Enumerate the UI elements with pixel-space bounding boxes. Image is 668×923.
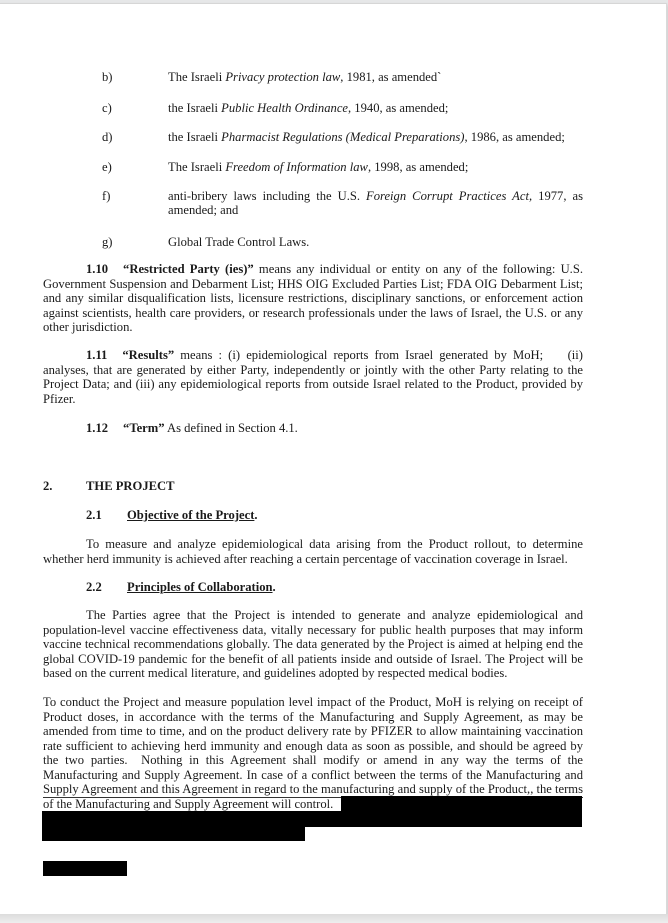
definition-line: Project Data; and (iii) any epidemiological reports from outside Israel related to the Product, provided by [43, 377, 583, 391]
subsection-number: 2.1 [86, 508, 102, 522]
definition-1-10 [0, 262, 660, 342]
paragraph-line: Supply Agreement and this Agreement in regard to the manufacturing and supply of the Product,, the terms [43, 782, 584, 796]
paragraph-line: population-level vaccine effectiveness data, vitally necessary for public health purposes that may inform [43, 622, 583, 637]
list-text: anti-bribery laws including the U.S. Foreign Corrupt Practices Act, 1977, as [168, 189, 584, 203]
list-item-d [0, 130, 660, 146]
subsection-number: 2.2 [86, 580, 102, 594]
definition-first-line: 1.11 “Results” means : (i) epidemiological reports from Israel generated by MoH; (ii) [86, 348, 583, 362]
defined-term: “Results” [122, 348, 175, 362]
list-marker: e) [102, 160, 112, 174]
paragraph-line: based on the current medical literature, and guidelines adopted by respected medical bodies. [43, 666, 508, 680]
list-text: Global Trade Control Laws. [168, 235, 310, 249]
definition-first-line: 1.12 “Term” As defined in Section 4.1. [86, 421, 298, 435]
list-marker: d) [102, 130, 113, 144]
definition-1-12 [0, 421, 660, 437]
redaction-block-3 [42, 826, 305, 841]
paragraph-line: Product doses, in accordance with the terms of the Manufacturing and Supply Agreement, as may be [43, 709, 583, 724]
definition-line: Pfizer. [43, 391, 76, 406]
list-text: the Israeli Public Health Ordinance, 1940, as amended; [168, 101, 449, 115]
list-text: The Israeli Freedom of Information law, 1998, as amended; [168, 160, 469, 174]
list-item-g [0, 235, 660, 251]
paragraph-line: global COVID-19 pandemic for the benefit of all patients inside and outside of Israel. The Project will be [43, 651, 583, 666]
paragraph-line: To conduct the Project and measure population level impact of the Product, MoH is relying on receipt of [43, 695, 583, 709]
paragraph-line: of the Manufacturing and Supply Agreement will control. [43, 796, 334, 811]
definition-line: Government Suspension and Debarment List; HHS OIG Excluded Parties List; FDA OIG Debarment List; [43, 276, 583, 291]
redaction-block-4 [43, 861, 127, 876]
list-marker: c) [102, 101, 112, 115]
paragraph-line: The Parties agree that the Project is intended to generate and analyze epidemiological and [86, 608, 583, 622]
defined-term: “Restricted Party (ies)” [123, 262, 254, 276]
section-number: 1.12 [86, 421, 109, 435]
section-number: 1.10 [86, 262, 109, 276]
definition-1-11 [0, 348, 660, 412]
paragraph-2-2-a [0, 608, 660, 688]
list-item-f [0, 189, 660, 221]
list-item-e [0, 160, 660, 176]
definition-line: analyses, that are generated by either Party, independently or jointly with the other Party relating to the [43, 362, 583, 377]
redaction-block-2 [42, 811, 582, 827]
paragraph-2-1 [0, 537, 660, 569]
definition-line: against scientists, health care providers, or research professionals under the laws of Israel, the U.S. or any [43, 305, 583, 320]
subsection-heading-2-2 [0, 580, 660, 596]
list-item-c [0, 101, 660, 117]
section-number: 2. [43, 479, 53, 493]
list-text: the Israeli Pharmacist Regulations (Medical Preparations), 1986, as amended; [168, 130, 565, 144]
paragraph-line: To measure and analyze epidemiological data arising from the Product rollout, to determine [86, 537, 583, 551]
defined-term: “Term” [123, 421, 165, 435]
list-text: The Israeli Privacy protection law, 1981, as amended` [168, 70, 442, 84]
document-page [0, 3, 667, 915]
paragraph-line: whether herd immunity is achieved after reaching a certain percentage of vaccination coverage in Israel. [43, 551, 568, 566]
definition-line: and any similar disqualification lists, licensure restrictions, disciplinary sanctions, or enforcement action [43, 291, 583, 305]
subsection-heading-2-1 [0, 508, 660, 524]
list-marker: g) [102, 235, 113, 249]
list-text-continued: amended; and [168, 203, 239, 217]
definition-line: other jurisdiction. [43, 320, 133, 334]
viewer-background [0, 914, 668, 923]
section-title: THE PROJECT [86, 479, 175, 493]
subsection-title: Principles of Collaboration. [127, 580, 276, 594]
list-marker: b) [102, 70, 113, 84]
paragraph-line: rate sufficient to achieving herd immunity and enough data as soon as possible, and should be agreed by [43, 738, 583, 753]
subsection-title: Objective of the Project. [127, 508, 258, 522]
definition-first-line: 1.10 “Restricted Party (ies)” means any individual or entity on any of the following: U.S. [86, 262, 583, 276]
section-number: 1.11 [86, 348, 108, 362]
list-marker: f) [102, 189, 111, 203]
paragraph-line: vaccine technical recommendations globally. The data generated by the Project is aimed at helping end the [43, 637, 583, 651]
section-heading-2 [0, 479, 660, 495]
redaction-block-1 [341, 796, 582, 812]
paragraph-line: Manufacturing and Supply Agreement. In case of a conflict between the terms of the Manufacturing and [43, 767, 583, 782]
paragraph-line: the two parties. Nothing in this Agreement shall modify or amend in any way the terms of the [43, 753, 583, 767]
list-item-b [0, 70, 660, 86]
paragraph-line: amended from time to time, and on the product delivery rate by PFIZER to allow maintaining vaccination [43, 724, 583, 738]
